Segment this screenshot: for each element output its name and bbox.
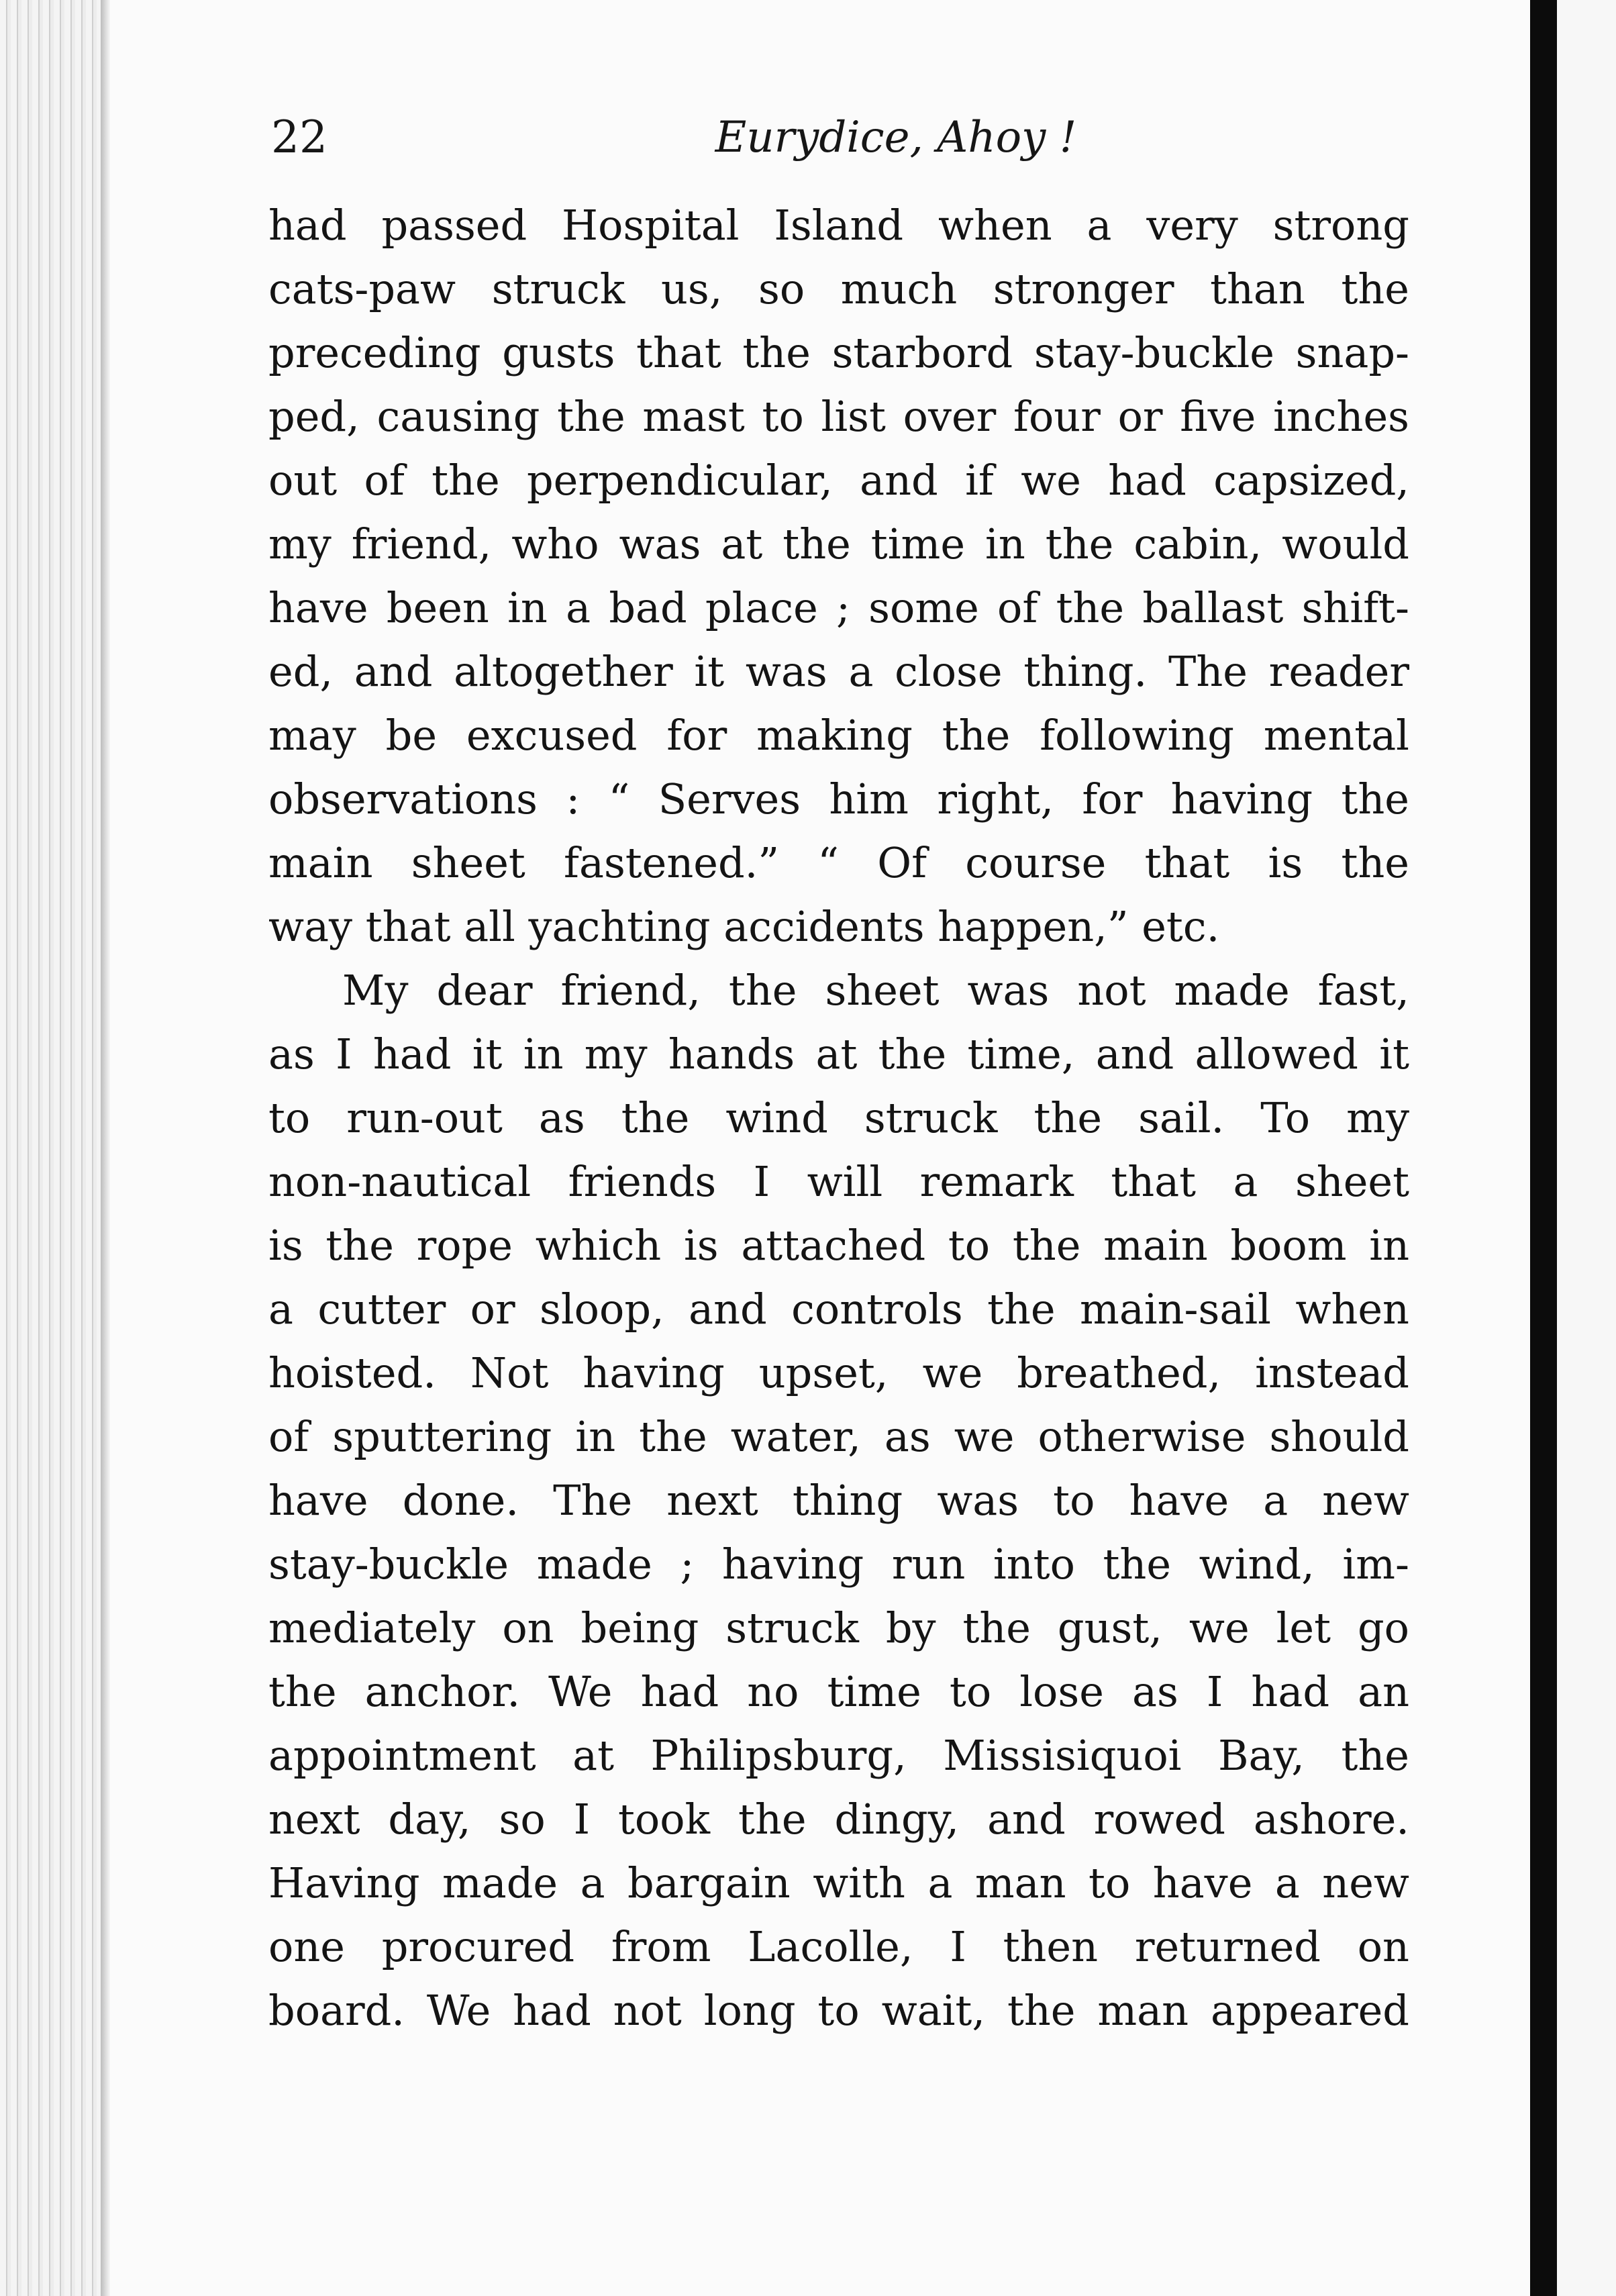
text-line: ed, and altogether it was a close thing. The reader [268, 647, 1409, 696]
text-line: as I had it in my hands at the time, and allowed it [268, 1030, 1409, 1079]
text-line: may be excused for making the following mental [268, 711, 1409, 760]
page-edges [0, 0, 107, 2296]
text-line: have been in a bad place ; some of the ballast shift- [268, 583, 1409, 632]
text-line: next day, so I took the dingy, and rowed ashore. [268, 1795, 1409, 1844]
text-line: hoisted. Not having upset, we breathed, instead [268, 1348, 1409, 1397]
text-line: is the rope which is attached to the main boom in [268, 1221, 1409, 1270]
text-line: to run-out as the wind struck the sail. To my [268, 1093, 1409, 1142]
text-line: observations : “ Serves him right, for having the [268, 775, 1409, 823]
text-line: of sputtering in the water, as we otherwise should [268, 1412, 1409, 1461]
binding-edge [1557, 0, 1616, 2296]
text-line: ped, causing the mast to list over four or five inches [268, 392, 1409, 441]
text-line: non-nautical friends I will remark that a sheet [268, 1157, 1409, 1206]
binding-shadow [1530, 0, 1557, 2296]
text-line: mediately on being struck by the gust, we let go [268, 1603, 1409, 1652]
text-line: preceding gusts that the starbord stay-buckle snap- [268, 328, 1409, 377]
page-number: 22 [271, 111, 327, 163]
text-line: one procured from Lacolle, I then returned on [268, 1922, 1409, 1971]
text-line: out of the perpendicular, and if we had capsized, [268, 456, 1409, 505]
text-line: Having made a bargain with a man to have a new [268, 1858, 1409, 1907]
running-head [268, 101, 1409, 174]
text-line: way that all yachting accidents happen,” etc. [268, 902, 1220, 951]
text-line: main sheet fastened.” “ Of course that is the [268, 838, 1409, 887]
page-content [268, 101, 1409, 2042]
text-line: have done. The next thing was to have a new [268, 1476, 1409, 1525]
text-line: stay-buckle made ; having run into the wind, im- [268, 1540, 1409, 1589]
text-line: my friend, who was at the time in the cabin, would [268, 519, 1409, 568]
text-line: cats-paw struck us, so much stronger than the [268, 264, 1409, 313]
text-line: had passed Hospital Island when a very strong [268, 201, 1409, 250]
text-line: board. We had not long to wait, the man appeared [268, 1986, 1409, 2035]
text-line: appointment at Philipsburg, Missisiquoi Bay, the [268, 1731, 1409, 1780]
text-line: a cutter or sloop, and controls the main-sail when [268, 1285, 1409, 1334]
running-title: Eurydice, Ahoy ! [715, 113, 1077, 162]
page-edge-shadow [101, 0, 110, 2296]
text-line: My dear friend, the sheet was not made fast, [342, 966, 1409, 1015]
body-text [268, 193, 1409, 2042]
text-line: the anchor. We had no time to lose as I had an [268, 1667, 1409, 1716]
